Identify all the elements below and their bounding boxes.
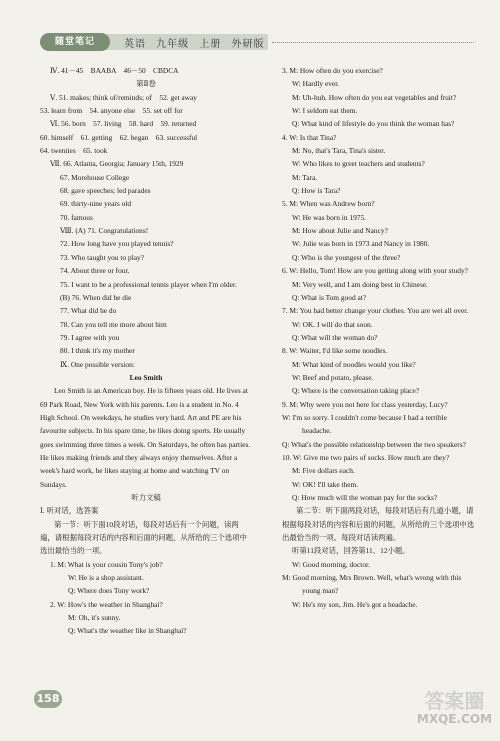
right-line: 听第11段对话，回答第11、12小题。 — [292, 546, 410, 556]
watermark-logo — [416, 689, 492, 728]
left-line: 70. famous — [60, 212, 93, 222]
left-line: Leo Smith is an American boy. He is fifteen years old. He lives at 69 Park Road, New York with his parents. Leo is a student in No. 4 High School. On weekdays, he studies very hard. Art and PE are his favourite subjects. In his spare time, he likes doing sports. He usually goes swimming three times a week. On Saturdays, he often has parties. He likes making friends and they always enjoy themselves. After a week's hard work, he likes staying at home and watching TV on Sundays. — [40, 386, 251, 489]
right-column — [282, 64, 476, 611]
right-line: W: Beef and potato, please. — [292, 372, 374, 382]
left-line: Ⅵ. 56. born 57. living 58. hard 59. returned — [50, 119, 197, 129]
right-line: 9. M: Why were you not here for class yesterday, Lucy? — [282, 399, 448, 409]
right-line: W: Julie was born in 1973 and Nancy in 1980. — [292, 239, 430, 249]
right-line: 第二节：听下面两段对话，每段对话后有几道小题，请根据每段对话的内容和后面的问题，从所给的三个选项中选出最恰当的一项。每段对话读两遍。 — [282, 506, 475, 543]
left-line: Leo Smith — [129, 372, 163, 382]
left-line: Ⅶ. 66. Atlanta, Georgia; January 15th, 1929 — [50, 159, 184, 169]
left-line: 第一节：听下面10段对话，每段对话后有一个问题，读两遍，请根据每段对话的内容和后面的问题，从所给的三个选项中选出最恰当的一项。 — [40, 519, 247, 556]
watermark-url: MXQE.COM — [416, 712, 492, 726]
left-line: 2. W: How's the weather in Shanghai? — [50, 599, 163, 609]
left-line: 第Ⅱ卷 — [136, 79, 156, 89]
left-line: Q: Where does Tony work? — [68, 586, 150, 596]
left-line: Ⅷ. (A) 71. Congratulations! — [60, 226, 149, 236]
right-line: Q: How much will the woman pay for the socks? — [292, 493, 438, 502]
left-line: 68. gave speeches; led parades — [60, 186, 151, 196]
right-line: M: Tara. — [292, 172, 318, 182]
right-line: M: How about Julie and Nancy? — [292, 226, 388, 236]
left-line: 64. twenties 65. took — [40, 146, 108, 156]
right-line: W: OK! I'll take them. — [292, 479, 359, 489]
right-line: Q: How is Tara? — [292, 186, 341, 196]
right-line: W: I'm so sorry. I couldn't come because I had a terrible headache. — [282, 412, 447, 436]
book-meta: 英语 九年级 上册 外研版 — [124, 39, 265, 50]
left-line: Ⅸ. One possible version: — [60, 359, 135, 369]
left-line: 74. About three or four. — [60, 266, 130, 276]
right-line: W: Hardly ever. — [292, 79, 340, 89]
right-line: 8. W: Waiter, I'd like some noodles. — [282, 346, 388, 356]
left-line: 60. himself 61. getting 62. began 63. successful — [40, 132, 198, 142]
right-line: 10. W: Give me two pairs of socks. How much are they? — [282, 452, 450, 462]
right-line: M: Good morning, Mrs Brown. Well, what's wrong with this young man? — [282, 573, 462, 596]
right-line: W: Good morning, doctor. — [292, 559, 370, 569]
left-line: 73. Who taught you to play? — [60, 252, 145, 262]
right-line: Q: Who is the youngest of the three? — [292, 252, 401, 262]
right-line: M: Uh-huh. How often do you eat vegetables and fruit? — [292, 92, 457, 102]
right-line: 4. W: Is that Tina? — [282, 132, 337, 142]
left-line: 1. M: What is your cousin Tony's job? — [50, 559, 163, 569]
left-line: 67. Morehouse College — [60, 172, 130, 182]
left-line: 80. I think it's my mother — [60, 346, 135, 356]
right-line: W: He's my son, Jim. He's got a headache. — [292, 599, 418, 609]
right-line: 3. M: How often do you exercise? — [282, 66, 383, 75]
left-line: (B) 76. When did he die — [60, 292, 132, 302]
left-line: 78. Can you tell me more about him — [60, 319, 167, 329]
right-line: Q: What will the woman do? — [292, 332, 378, 342]
left-line: Ⅳ. 41－45 BAABA 46－50 CBDCA — [50, 66, 179, 75]
left-line: Q: What's the weather like in Shanghai? — [68, 626, 187, 636]
right-line: M: No, that's Tara, Tina's sister. — [292, 146, 386, 156]
right-line: 6. W: Hello, Tom! How are you getting along with your study? — [282, 266, 468, 276]
left-line: 72. How long have you played tennis? — [60, 239, 174, 249]
right-line: W: He was born in 1975. — [292, 212, 367, 222]
watermark-title: 答案圈 — [424, 689, 485, 713]
left-line: 听力文稿 — [131, 493, 161, 502]
left-line: M: Oh, it's sunny. — [68, 613, 121, 623]
left-line: 53. learn from 54. anyone else 55. set off for — [40, 106, 183, 116]
left-line: 69. thirty-nine years old — [60, 199, 132, 209]
left-line: Ⅴ. 51. makes; think of/reminds; of 52. get away — [50, 92, 197, 102]
right-line: W: I seldom eat them. — [292, 106, 358, 116]
left-line: Ⅰ. 听对话，选答案 — [40, 506, 99, 516]
left-line: 79. I agree with you — [60, 332, 120, 342]
left-line: 77. What did he do — [60, 306, 117, 316]
right-line: M: What kind of noodles would you like? — [292, 359, 416, 369]
right-line: W: OK. I will do that soon. — [292, 319, 373, 329]
right-line: W: Who likes to greet teachers and students? — [292, 159, 425, 169]
header-rule — [272, 42, 474, 43]
right-line: Q: What is Tom good at? — [292, 292, 367, 302]
book-logo: 随堂笔记 — [40, 33, 110, 51]
left-column — [40, 64, 252, 638]
right-line: Q: What's the possible relationship between the two speakers? — [282, 439, 466, 449]
right-line: Q: What kind of lifestyle do you think the woman has? — [292, 119, 455, 129]
right-line: M: Very well, and I am doing best in Chinese. — [292, 279, 428, 289]
right-line: Q: Where is the conversation taking place? — [292, 386, 420, 396]
right-line: M: Five dollars each. — [292, 466, 355, 476]
page-header — [0, 30, 500, 56]
page-number: 158 — [34, 690, 62, 708]
right-line: 5. M: When was Andrew born? — [282, 199, 375, 209]
right-line: 7. M: You had better change your clothes. You are wet all over. — [282, 306, 469, 316]
left-line: W: He is a shop assistant. — [68, 573, 144, 583]
left-line: 75. I want to be a professional tennis player when I'm older. — [60, 279, 237, 289]
